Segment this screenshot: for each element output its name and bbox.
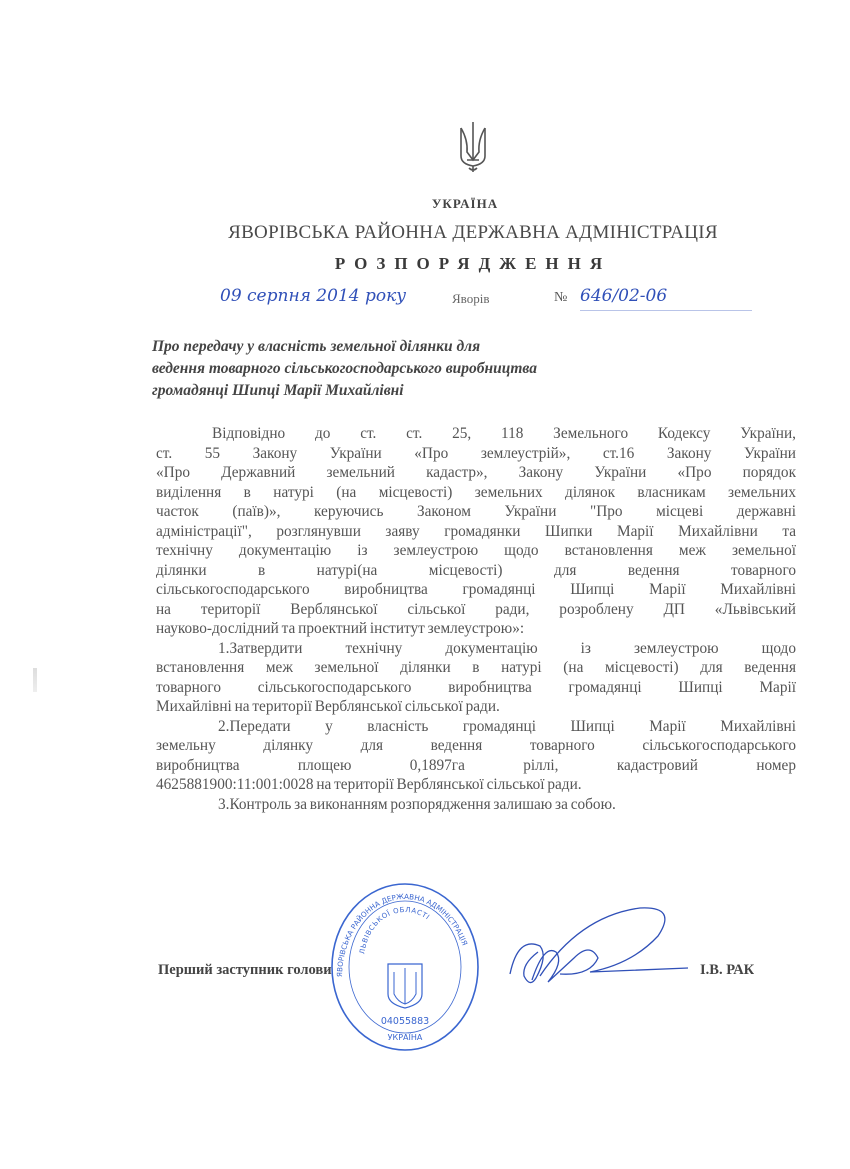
body-line: «Про Державний земельний кадастр», Закону України «Про порядок: [156, 464, 796, 481]
body-line: 3.Контроль за виконанням розпорядження залишаю за собою.: [218, 795, 616, 813]
body-line: Михайлівні на території Верблянської сільської ради.: [156, 698, 500, 715]
order-item-2: [156, 717, 796, 795]
document-type-heading: РОЗПОРЯДЖЕННЯ: [334, 254, 612, 273]
date-number-line: [218, 282, 758, 314]
body-line: Відповідно до ст. ст. 25, 118 Земельного Кодексу України,: [212, 425, 796, 442]
number-underline: [580, 310, 752, 311]
handwritten-date: 09 серпня 2014 року: [220, 286, 407, 306]
subject-line: Про передачу у власність земельної ділянки для: [152, 338, 481, 355]
signer-position: Перший заступник голови: [158, 962, 332, 978]
handwritten-signature-icon: [470, 896, 690, 1006]
body-line: земельну ділянку для ведення товарного сільськогосподарського: [156, 737, 796, 754]
country-heading: УКРАЇНА: [431, 196, 499, 211]
authority-heading: ЯВОРІВСЬКА РАЙОННА ДЕРЖАВНА АДМІНІСТРАЦІЯ: [228, 222, 718, 243]
document-body: [156, 424, 796, 814]
signer-name: І.В. РАК: [700, 962, 755, 978]
body-line: товарного сільськогосподарського виробництва громадянці Шипці Марії: [156, 678, 796, 696]
order-item-1: [156, 639, 796, 717]
stamp-code: 04055883: [380, 1016, 430, 1027]
stamp-outer-text: ЯВОРІВСЬКА РАЙОННА ДЕРЖАВНА АДМІНІСТРАЦІЯ: [334, 891, 470, 978]
body-line: сільськогосподарського виробництва громадянці Шипці Марії Михайлівні: [156, 581, 796, 598]
stamp-bottom-text: УКРАЇНА: [387, 1033, 423, 1042]
stamp-inner-text: ЛЬВІВСЬКОЇ ОБЛАСТІ: [358, 905, 432, 955]
body-line: 4625881900:11:001:0028 на території Верблянської сільської ради.: [156, 776, 582, 793]
body-line: на території Верблянської сільської ради, розроблену ДП «Львівський: [156, 600, 796, 618]
body-line: виробництва площею 0,1897га ріллі, кадастровий номер: [156, 756, 796, 774]
body-line: часток (паїв)», керуючись Законом України "Про місцеві державні: [156, 503, 796, 520]
body-line: 1.Затвердити технічну документацію із землеустрою щодо: [218, 639, 796, 657]
body-line: виділення в натурі (на місцевості) земельних ділянок власникам земельних: [156, 483, 796, 501]
number-label: №: [554, 290, 568, 305]
body-line: 2.Передати у власність громадянці Шипці Марії Михайлівні: [218, 717, 796, 735]
body-line: адміністрації", розглянувши заяву громадянки Шипки Марії Михайлівни та: [156, 522, 796, 540]
trident-emblem-icon: [458, 120, 488, 174]
document-subject: [152, 336, 672, 402]
order-item-3: [156, 795, 796, 815]
preamble-paragraph: [156, 424, 796, 639]
scan-edge-mark: [33, 668, 37, 692]
body-line: науково-дослідний та проектний інститут землеустрою»:: [156, 620, 525, 637]
subject-line: громадянці Шипці Марії Михайлівні: [152, 382, 404, 399]
body-line: встановлення меж земельної ділянки в натурі (на місцевості) для ведення: [156, 659, 796, 676]
handwritten-number: 646/02-06: [580, 286, 668, 306]
body-line: ділянки в натурі(на місцевості) для ведення товарного: [156, 561, 796, 579]
body-line: ст. 55 Закону України «Про землеустрій», ст.16 Закону України: [156, 444, 796, 462]
body-line: технічну документацію із землеустрою щодо встановлення меж земельної: [156, 542, 796, 559]
official-stamp-icon: [330, 882, 480, 1052]
place-label: Яворів: [452, 291, 490, 306]
subject-line: ведення товарного сільськогосподарського виробництва: [152, 360, 537, 377]
